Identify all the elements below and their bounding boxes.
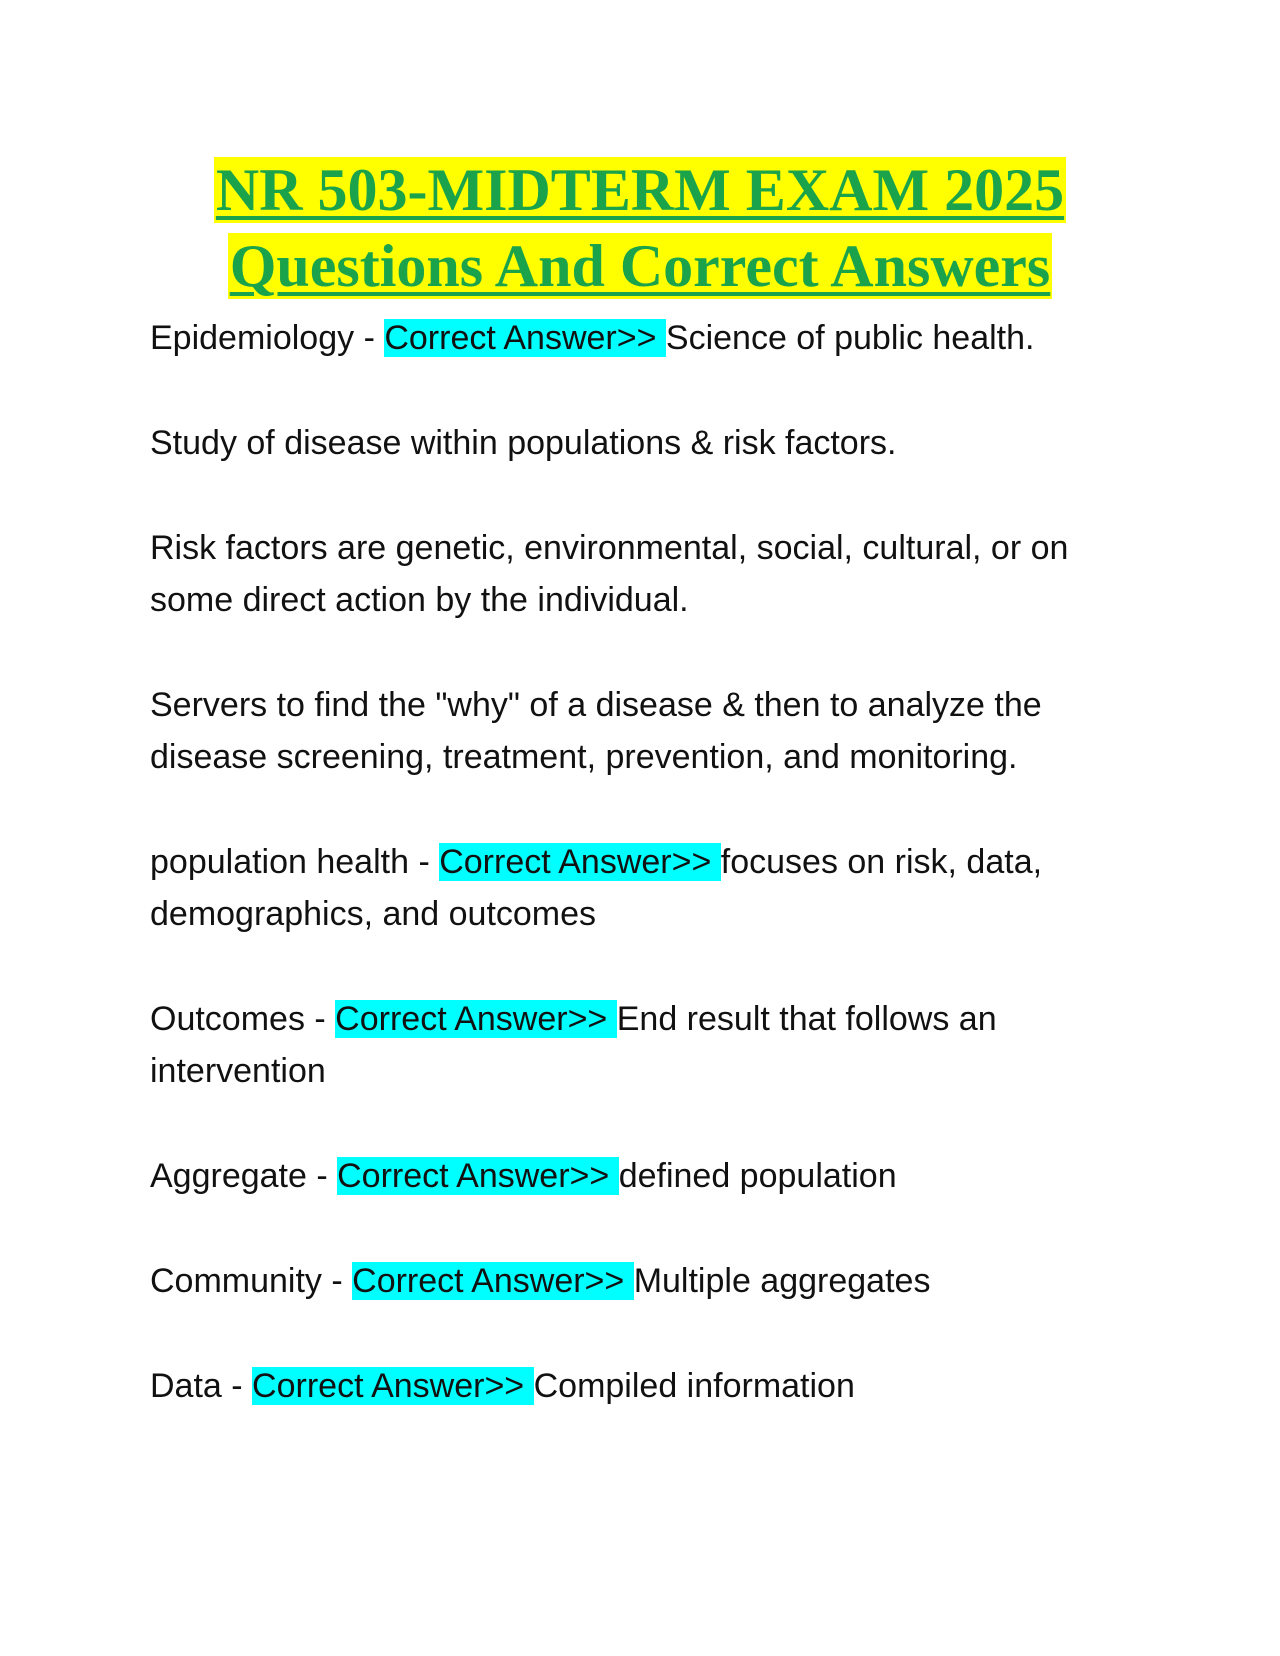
entry-term: Data -	[150, 1367, 253, 1405]
entry-answer: defined population	[618, 1157, 897, 1195]
entry-term: population health -	[150, 843, 440, 881]
qa-content	[150, 312, 1130, 1465]
qa-entry-population-health	[150, 836, 1130, 940]
entry-term: Outcomes -	[150, 1000, 336, 1038]
title-line-2: Questions And Correct Answers	[229, 233, 1051, 299]
entry-term: Epidemiology -	[150, 319, 385, 357]
qa-entry-epidemiology	[150, 312, 1130, 364]
title-line-1: NR 503-MIDTERM EXAM 2025	[215, 157, 1065, 223]
answer-paragraph: Study of disease within populations & risk factors.	[150, 424, 897, 462]
qa-entry-outcomes	[150, 993, 1130, 1097]
entry-term: Community -	[150, 1262, 353, 1300]
correct-answer-marker: Correct Answer>>	[252, 1367, 534, 1405]
entry-answer: End result that follows an intervention	[150, 1000, 997, 1090]
answer-paragraph: Risk factors are genetic, environmental, social, cultural, or on some direct action by the individual.	[150, 529, 1069, 619]
correct-answer-marker: Correct Answer>>	[384, 319, 666, 357]
qa-entry-community	[150, 1255, 1130, 1307]
correct-answer-marker: Correct Answer>>	[335, 1000, 617, 1038]
entry-answer: focuses on risk, data, demographics, and outcomes	[150, 843, 1043, 933]
entry-term: Aggregate -	[150, 1157, 338, 1195]
document-title	[0, 152, 1280, 304]
correct-answer-marker: Correct Answer>>	[439, 843, 721, 881]
qa-entry-data	[150, 1360, 1130, 1412]
entry-answer: Science of public health.	[665, 319, 1035, 357]
answer-paragraph: Servers to find the "why" of a disease & then to analyze the disease screening, treatment, prevention, and monitoring.	[150, 686, 1042, 776]
entry-answer: Compiled information	[533, 1367, 855, 1405]
qa-entry-aggregate	[150, 1150, 1130, 1202]
correct-answer-marker: Correct Answer>>	[337, 1157, 619, 1195]
correct-answer-marker: Correct Answer>>	[352, 1262, 634, 1300]
entry-answer: Multiple aggregates	[633, 1262, 931, 1300]
